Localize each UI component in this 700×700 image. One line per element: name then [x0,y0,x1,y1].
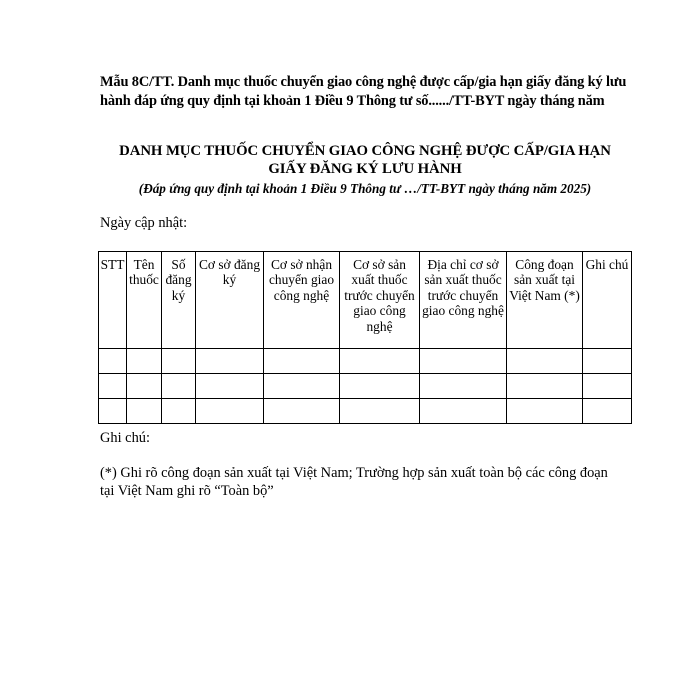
table-cell [162,399,196,424]
table-cell [507,399,583,424]
table-cell [127,399,162,424]
table-cell [420,399,507,424]
table-cell [264,399,340,424]
title-line-2: GIẤY ĐĂNG KÝ LƯU HÀNH [268,160,462,177]
drug-list-table [98,251,632,424]
table-cell [507,349,583,374]
document-subtitle: (Đáp ứng quy định tại khoản 1 Điều 9 Thông tư …/TT-BYT ngày tháng năm 2025) [138,181,592,196]
table-cell [420,349,507,374]
table-cell [99,399,127,424]
header-drug-name: Tên thuốc [127,252,162,349]
updated-date-label: Ngày cập nhật: [100,215,188,231]
notes-text: (*) Ghi rõ công đoạn sản xuất tại Việt Nam; Trường hợp sản xuất toàn bộ các công đoạn tại Việt Nam ghi rõ “Toàn bộ” [100,465,608,499]
header-original-manufacturer: Cơ sở sản xuất thuốc trước chuyển giao công nghệ [340,252,420,349]
table-cell [127,374,162,399]
header-recipient-facility: Cơ sở nhận chuyển giao công nghệ [264,252,340,349]
table-row [99,399,632,424]
title-line-1: DANH MỤC THUỐC CHUYỂN GIAO CÔNG NGHỆ ĐƯỢC CẤP/GIA HẠN [119,143,611,159]
table-cell [162,374,196,399]
table-cell [127,349,162,374]
table-cell [340,374,420,399]
header-stt: STT [99,252,127,349]
header-registration-number: Số đăng ký [162,252,196,349]
table-cell [507,374,583,399]
table-cell [583,374,632,399]
header-registrant: Cơ sở đăng ký [196,252,264,349]
table-header-row [99,252,632,349]
form-code-heading: Mẫu 8C/TT. Danh mục thuốc chuyển giao công nghệ được cấp/gia hạn giấy đăng ký lưu hành đáp ứng quy định tại khoản 1 Điều 9 Thông tư số....../TT-BYT ngày tháng năm [100,74,627,109]
table-cell [583,399,632,424]
table-cell [340,399,420,424]
table-cell [99,349,127,374]
table-cell [196,349,264,374]
notes-label: Ghi chú: [100,430,150,446]
table-cell [162,349,196,374]
header-vietnam-stage: Công đoạn sản xuất tại Việt Nam (*) [507,252,583,349]
table-cell [196,374,264,399]
table-cell [340,349,420,374]
table-cell [264,349,340,374]
table-cell [583,349,632,374]
table-cell [196,399,264,424]
header-notes: Ghi chú [583,252,632,349]
table-cell [99,374,127,399]
table-cell [420,374,507,399]
header-original-manufacturer-address: Địa chỉ cơ sở sản xuất thuốc trước chuyển giao công nghệ [420,252,507,349]
table-cell [264,374,340,399]
document-title [80,143,650,178]
table-row [99,349,632,374]
table-row [99,374,632,399]
